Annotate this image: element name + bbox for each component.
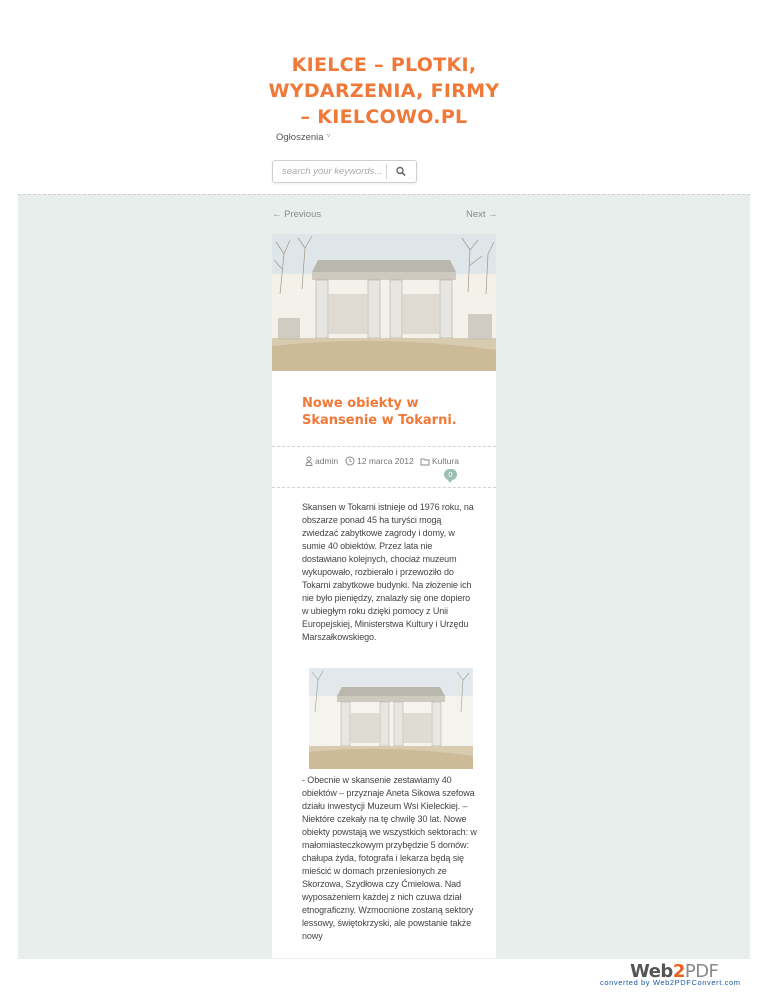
search-icon xyxy=(390,163,412,180)
user-icon xyxy=(305,456,313,466)
web2pdf-logo-web: Web xyxy=(630,961,673,982)
web2pdf-logo-2: 2 xyxy=(672,961,685,982)
post-paragraph-2: - Obecnie w skansenie zestawiamy 40 obiektów – przyznaje Aneta Sikowa szefowa działu inwestycji Muzeum Wsi Kieleckiej. – Niektóre czekały na tę chwilę 30 lat. Nowe obiekty powstają we wszystkich sektorach: w małomiasteczkowym przybędzie 5 domów: chałupa żyda, fotografa i lekarza będą się mieścić w domach przeniesionych ze Skorzowa, Szydłowa czy Ćmielowa. Nad wyposażeniem każdej z nich czuwa dział etnograficzny. Wzmocnione zostaną sektory lessowy, świętokrzyski, ale powstanie także nowy xyxy=(302,775,477,941)
site-header xyxy=(0,0,768,194)
search-input[interactable] xyxy=(276,163,398,179)
site-title[interactable] xyxy=(250,52,518,130)
post-author-name: admin xyxy=(315,456,339,466)
search-divider xyxy=(386,164,387,179)
site-title-line-1: KIELCE – PLOTKI, xyxy=(291,54,477,76)
search-form xyxy=(272,160,417,183)
folder-icon xyxy=(420,457,430,466)
chevron-down-icon: ˅ xyxy=(326,133,331,140)
post-paragraph-1: Skansen w Tokarni istnieje od 1976 roku, na obszarze ponad 45 ha turyści mogą zwiedzać zabytkowe zagrody i domy, w sumie 40 obiektów. Przez lata nie dostawiano kolejnych, chociaż muzeum wykupowało, rozbierało i przewoziło do Tokarni zabytkowe budynki. Na złożenie ich nie było pieniędzy, znalazły się one dopiero w ubiegłym roku dzięki pomocy z Unii Europejskiej, Ministerstwa Kultury i Urzędu Marszałkowskiego. xyxy=(302,502,474,642)
web2pdf-tagline: converted by Web2PDFConvert.com xyxy=(600,978,741,987)
post-date-text: 12 marca 2012 xyxy=(357,456,414,466)
featured-image xyxy=(272,234,496,371)
post-category[interactable] xyxy=(420,456,459,466)
site-title-line-3: – KIELCOWO.PL xyxy=(300,106,468,128)
comment-count-badge[interactable]: 0 xyxy=(444,469,457,480)
post-author[interactable] xyxy=(305,456,338,466)
divider-bottom xyxy=(272,487,496,488)
clock-icon xyxy=(345,456,355,466)
menu-item-ogloszenia[interactable] xyxy=(276,132,331,143)
site-title-line-2: WYDARZENIA, FIRMY xyxy=(268,80,500,102)
previous-post-link[interactable]: ← Previous xyxy=(272,209,322,220)
next-post-link[interactable]: Next → xyxy=(466,209,498,220)
menu-item-label: Ogłoszenia xyxy=(276,132,324,143)
post-title[interactable]: Nowe obiekty w Skansenie w Tokarni. xyxy=(302,396,457,428)
post-card xyxy=(272,234,496,958)
search-button[interactable] xyxy=(390,163,412,180)
divider-top xyxy=(272,446,496,447)
post-date xyxy=(345,456,414,466)
inline-image xyxy=(309,668,473,769)
web2pdf-logo-pdf: PDF xyxy=(684,961,719,982)
post-category-label: Kultura xyxy=(432,456,459,466)
web2pdf-watermark[interactable] xyxy=(600,958,768,994)
